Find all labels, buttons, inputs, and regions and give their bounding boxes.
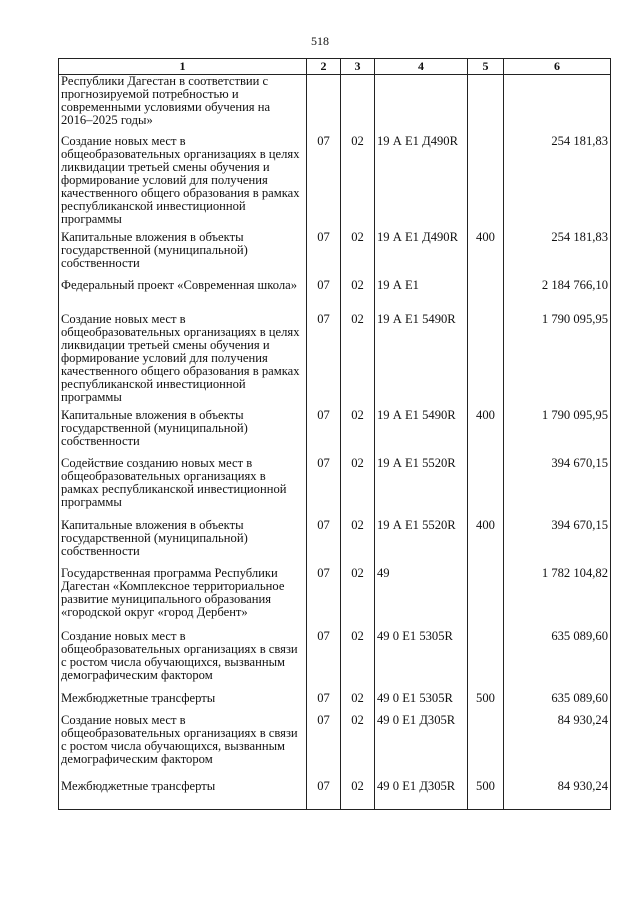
row-name: Государственная программа Республики Дагестан «Комплексное территориальное развитие муниципального образования «городской округ «город Дербент»	[59, 567, 307, 630]
column-header-6: 6	[504, 59, 611, 75]
row-expense-type: 400	[468, 409, 504, 457]
row-name: Капитальные вложения в объекты государственной (муниципальной) собственности	[59, 409, 307, 457]
row-subsection: 02	[341, 780, 375, 810]
table-row	[59, 409, 611, 457]
row-amount: 635 089,60	[504, 630, 611, 692]
row-subsection: 02	[341, 135, 375, 231]
row-name: Создание новых мест в общеобразовательных организациях в связи с ростом числа обучающихся, вызванным демографическим фактором	[59, 714, 307, 780]
row-subsection: 02	[341, 692, 375, 714]
header-row	[59, 59, 611, 75]
row-expense-type	[468, 135, 504, 231]
row-target-code: 19 А Е1 5520R	[375, 519, 468, 567]
row-name: Республики Дагестан в соответствии с прогнозируемой потребностью и современными условиями обучения на 2016–2025 годы»	[59, 75, 307, 135]
row-section	[307, 75, 341, 135]
row-name: Создание новых мест в общеобразовательных организациях в связи с ростом числа обучающихся, вызванным демографическим фактором	[59, 630, 307, 692]
row-amount: 84 930,24	[504, 714, 611, 780]
table-row	[59, 135, 611, 231]
row-amount: 635 089,60	[504, 692, 611, 714]
row-name: Межбюджетные трансферты	[59, 780, 307, 810]
row-amount: 1 782 104,82	[504, 567, 611, 630]
budget-table	[58, 58, 611, 810]
table-row	[59, 231, 611, 279]
table-row	[59, 630, 611, 692]
row-section: 07	[307, 135, 341, 231]
row-section: 07	[307, 457, 341, 519]
row-name: Капитальные вложения в объекты государственной (муниципальной) собственности	[59, 519, 307, 567]
row-target-code: 19 А Е1	[375, 279, 468, 313]
row-target-code: 19 А Е1 5520R	[375, 457, 468, 519]
row-target-code: 19 А Е1 Д490R	[375, 231, 468, 279]
row-expense-type: 400	[468, 519, 504, 567]
row-amount: 84 930,24	[504, 780, 611, 810]
row-amount: 254 181,83	[504, 231, 611, 279]
row-name: Создание новых мест в общеобразовательных организациях в целях ликвидации третьей смены обучения и формирование условий для получения качественного общего образования в рамках республиканской инвестиционной программы	[59, 313, 307, 409]
row-subsection: 02	[341, 231, 375, 279]
table-row	[59, 75, 611, 135]
row-target-code: 19 А Е1 5490R	[375, 313, 468, 409]
row-section: 07	[307, 692, 341, 714]
column-header-5: 5	[468, 59, 504, 75]
page-number: 518	[311, 34, 329, 48]
column-header-2: 2	[307, 59, 341, 75]
table-row	[59, 780, 611, 810]
row-expense-type: 500	[468, 780, 504, 810]
row-section: 07	[307, 279, 341, 313]
row-expense-type: 500	[468, 692, 504, 714]
row-amount: 1 790 095,95	[504, 313, 611, 409]
table-row	[59, 567, 611, 630]
row-target-code: 19 А Е1 5490R	[375, 409, 468, 457]
row-expense-type	[468, 75, 504, 135]
row-subsection: 02	[341, 630, 375, 692]
row-subsection: 02	[341, 714, 375, 780]
table-row	[59, 519, 611, 567]
row-expense-type	[468, 279, 504, 313]
row-section: 07	[307, 714, 341, 780]
row-subsection: 02	[341, 457, 375, 519]
column-header-1: 1	[59, 59, 307, 75]
row-subsection	[341, 75, 375, 135]
row-section: 07	[307, 780, 341, 810]
row-expense-type	[468, 313, 504, 409]
row-target-code	[375, 75, 468, 135]
row-name: Федеральный проект «Современная школа»	[59, 279, 307, 313]
row-target-code: 49 0 Е1 5305R	[375, 692, 468, 714]
row-name: Капитальные вложения в объекты государственной (муниципальной) собственности	[59, 231, 307, 279]
row-section: 07	[307, 567, 341, 630]
row-section: 07	[307, 630, 341, 692]
row-expense-type	[468, 630, 504, 692]
row-section: 07	[307, 313, 341, 409]
row-name: Создание новых мест в общеобразовательных организациях в целях ликвидации третьей смены обучения и формирование условий для получения качественного общего образования в рамках республиканской инвестиционной программы	[59, 135, 307, 231]
row-subsection: 02	[341, 409, 375, 457]
row-amount: 1 790 095,95	[504, 409, 611, 457]
table-row	[59, 714, 611, 780]
row-subsection: 02	[341, 567, 375, 630]
row-amount: 394 670,15	[504, 457, 611, 519]
column-header-3: 3	[341, 59, 375, 75]
row-amount: 2 184 766,10	[504, 279, 611, 313]
table-row	[59, 279, 611, 313]
row-expense-type	[468, 567, 504, 630]
table-row	[59, 692, 611, 714]
row-subsection: 02	[341, 279, 375, 313]
table-row	[59, 313, 611, 409]
row-expense-type: 400	[468, 231, 504, 279]
row-amount: 394 670,15	[504, 519, 611, 567]
row-amount: 254 181,83	[504, 135, 611, 231]
table-row	[59, 457, 611, 519]
row-target-code: 49 0 Е1 Д305R	[375, 714, 468, 780]
row-section: 07	[307, 409, 341, 457]
row-expense-type	[468, 714, 504, 780]
row-expense-type	[468, 457, 504, 519]
row-subsection: 02	[341, 519, 375, 567]
row-name: Содействие созданию новых мест в общеобразовательных организациях в рамках республиканской инвестиционной программы	[59, 457, 307, 519]
row-name: Межбюджетные трансферты	[59, 692, 307, 714]
row-target-code: 49 0 Е1 5305R	[375, 630, 468, 692]
row-target-code: 49 0 Е1 Д305R	[375, 780, 468, 810]
row-section: 07	[307, 231, 341, 279]
row-target-code: 49	[375, 567, 468, 630]
row-amount	[504, 75, 611, 135]
row-subsection: 02	[341, 313, 375, 409]
row-section: 07	[307, 519, 341, 567]
row-target-code: 19 А Е1 Д490R	[375, 135, 468, 231]
column-header-4: 4	[375, 59, 468, 75]
